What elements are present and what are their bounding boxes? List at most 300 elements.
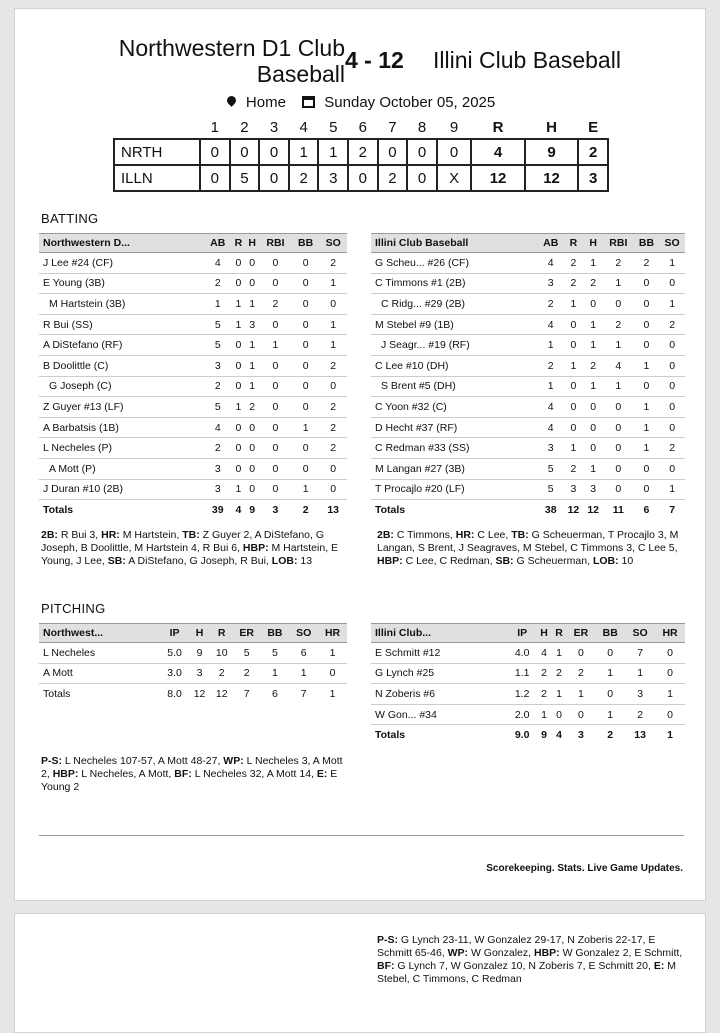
total-cell: 13: [625, 725, 655, 746]
stat-cell: 1: [566, 684, 595, 705]
stat-cell: 0: [634, 335, 660, 356]
stat-cell: 0: [634, 479, 660, 500]
stat-cell: 0: [259, 376, 292, 397]
stat-cell: 1: [319, 335, 347, 356]
stat-cell: 0: [259, 314, 292, 335]
player-name: Z Guyer #13 (LF): [39, 397, 204, 418]
stat-cell: 4: [204, 253, 232, 274]
stat-cell: 1.1: [508, 663, 537, 684]
stat-cell: 0: [292, 355, 320, 376]
stat-cell: 2: [319, 253, 347, 274]
stat-cell: 1: [634, 397, 660, 418]
stat-cell: 1: [538, 335, 564, 356]
stat-cell: 2: [319, 355, 347, 376]
stat-cell: 1: [232, 314, 246, 335]
stat-cell: 3: [583, 479, 603, 500]
totals-label: Totals: [371, 725, 508, 746]
note-key: 2B:: [377, 529, 394, 541]
stat-cell: 2: [583, 273, 603, 294]
total-cell: 3: [259, 500, 292, 521]
stat-cell: 1: [564, 294, 584, 315]
stat-cell: 3: [625, 684, 655, 705]
stat-cell: 0: [232, 253, 246, 274]
note-text: M Stebel, C Timmons, C Redman: [377, 960, 676, 985]
total-cell: 3: [566, 725, 595, 746]
note-text: R Bui 3,: [57, 529, 102, 541]
player-name: C Timmons #1 (2B): [371, 273, 538, 294]
stat-cell: 5.0: [161, 643, 189, 664]
inning-score: 1: [289, 139, 319, 165]
away-team-name-line1: Northwestern D1 Club: [118, 35, 345, 61]
total-cell: 4: [552, 725, 567, 746]
team-header: Illini Club Baseball: [371, 234, 538, 253]
player-name: L Necheles (P): [39, 438, 204, 459]
stat-cell: 1: [289, 663, 318, 684]
player-name: J Duran #10 (2B): [39, 479, 204, 500]
table-row: [39, 335, 347, 356]
totals-row: [371, 500, 685, 521]
table-row: [371, 458, 685, 479]
stat-cell: 0: [232, 335, 246, 356]
note-key: LOB:: [271, 555, 298, 567]
stat-cell: 1: [245, 355, 259, 376]
table-row: [371, 438, 685, 459]
note-key: HBP:: [534, 947, 560, 959]
table-row: [371, 335, 685, 356]
note-key: HR:: [455, 529, 475, 541]
stat-cell: 1: [659, 294, 685, 315]
team-header: Northwest...: [39, 624, 161, 643]
stat-cell: 1.2: [508, 684, 537, 705]
stat-cell: 1: [232, 294, 246, 315]
stat-cell: 3: [538, 438, 564, 459]
note-text: C Lee, C Redman,: [402, 555, 496, 567]
stat-cell: 0: [245, 273, 259, 294]
total-cell: 7: [289, 684, 318, 705]
inning-score: 0: [407, 165, 437, 191]
final-score: 4 - 12: [345, 47, 404, 73]
stat-cell: 0: [583, 294, 603, 315]
game-header: [15, 29, 707, 91]
stat-cell: 1: [537, 704, 552, 725]
inning-score: 0: [437, 139, 471, 165]
stat-cell: 0: [655, 663, 685, 684]
stat-cell: 1: [603, 335, 634, 356]
stat-cell: 0: [318, 663, 347, 684]
away-batting-table: [39, 233, 347, 520]
inning-score: 0: [348, 165, 378, 191]
stat-cell: 5: [538, 479, 564, 500]
stat-cell: 1: [595, 704, 625, 725]
total-cell: 12: [564, 500, 584, 521]
note-key: HBP:: [377, 555, 403, 567]
table-row: [371, 273, 685, 294]
stat-cell: 2: [625, 704, 655, 725]
stat-cell: 1: [603, 273, 634, 294]
stat-cell: 0: [595, 684, 625, 705]
table-row: [39, 273, 347, 294]
table-row: [39, 663, 347, 684]
stat-col-header: R: [211, 624, 233, 643]
inning-score: 0: [407, 139, 437, 165]
table-row: [39, 397, 347, 418]
inning-header: 3: [269, 119, 279, 136]
stat-cell: 0: [603, 479, 634, 500]
table-row: [39, 643, 347, 664]
note-key: E:: [316, 768, 328, 780]
table-row: [371, 294, 685, 315]
stat-cell: 2: [634, 253, 660, 274]
stat-cell: 10: [211, 643, 233, 664]
away-pitching-table: [39, 623, 347, 704]
note-text: W Gonzalez,: [468, 947, 534, 959]
home-team-name: Illini Club Baseball: [433, 47, 621, 73]
stat-cell: 3: [204, 458, 232, 479]
stat-cell: 5: [538, 458, 564, 479]
away-pitching-notes: [41, 755, 347, 794]
stat-cell: 1: [245, 294, 259, 315]
note-key: BF:: [174, 768, 192, 780]
stat-col-header: H: [583, 234, 603, 253]
stat-cell: 0: [552, 704, 567, 725]
stat-cell: 1: [292, 417, 320, 438]
stat-cell: 0: [319, 376, 347, 397]
total-cell: 1: [655, 725, 685, 746]
stat-cell: 2: [564, 253, 584, 274]
line-score: [113, 117, 609, 192]
stat-cell: 2: [566, 663, 595, 684]
total-cell: 7: [659, 500, 685, 521]
home-pitching-table: [371, 623, 685, 745]
total-cell: 6: [634, 500, 660, 521]
note-text: G Lynch 23-11, W Gonzalez 29-17, N Zoberis 22-17, E Schmitt 65-46,: [377, 934, 656, 959]
stat-cell: 0: [603, 417, 634, 438]
total-cell: 2: [292, 500, 320, 521]
stat-cell: 0: [292, 294, 320, 315]
stat-cell: 1: [625, 663, 655, 684]
stat-cell: 1: [659, 479, 685, 500]
stat-cell: 0: [564, 417, 584, 438]
stat-cell: 0: [245, 438, 259, 459]
player-name: M Langan #27 (3B): [371, 458, 538, 479]
stat-cell: 2: [583, 355, 603, 376]
stat-col-header: BB: [595, 624, 625, 643]
batting-title: BATTING: [41, 211, 99, 226]
stat-cell: 0: [564, 314, 584, 335]
player-name: T Procajlo #20 (LF): [371, 479, 538, 500]
stat-cell: 0: [659, 273, 685, 294]
rhe-header: E: [588, 119, 599, 136]
stat-cell: 3: [245, 314, 259, 335]
stat-cell: 0: [566, 643, 595, 664]
inning-score: 0: [200, 139, 230, 165]
inning-header: 8: [417, 119, 427, 136]
inning-score: 0: [200, 165, 230, 191]
note-key: TB:: [511, 529, 529, 541]
stat-cell: 2.0: [508, 704, 537, 725]
stat-cell: 2: [552, 663, 567, 684]
stat-cell: 0: [259, 438, 292, 459]
note-key: E:: [653, 960, 665, 972]
stat-cell: 2: [564, 273, 584, 294]
table-row: [371, 684, 685, 705]
stat-cell: 0: [319, 294, 347, 315]
stat-cell: 9: [188, 643, 210, 664]
stat-cell: 7: [625, 643, 655, 664]
stat-cell: 1: [261, 663, 290, 684]
stat-cell: 2: [319, 417, 347, 438]
stat-cell: 5: [233, 643, 261, 664]
stat-cell: 0: [603, 438, 634, 459]
stat-cell: 0: [245, 479, 259, 500]
table-row: [371, 253, 685, 274]
stat-col-header: IP: [161, 624, 189, 643]
stat-cell: 1: [245, 376, 259, 397]
inning-header: 4: [299, 119, 308, 136]
note-text: G Scheuerman,: [513, 555, 593, 567]
stat-cell: 0: [232, 438, 246, 459]
stat-col-header: R: [232, 234, 246, 253]
totals-row: [371, 725, 685, 746]
stat-cell: 1: [552, 643, 567, 664]
totals-label: Totals: [39, 684, 161, 705]
stat-cell: 0: [259, 417, 292, 438]
player-name: D Hecht #37 (RF): [371, 417, 538, 438]
note-key: P-S:: [377, 934, 398, 946]
runs-total: 4: [471, 139, 525, 165]
note-key: BF:: [377, 960, 395, 972]
stat-col-header: AB: [538, 234, 564, 253]
total-cell: 2: [595, 725, 625, 746]
player-name: G Lynch #25: [371, 663, 508, 684]
away-team-name-line2: Baseball: [256, 61, 345, 87]
stat-cell: 0: [292, 397, 320, 418]
stat-cell: 1: [583, 314, 603, 335]
stat-cell: 0: [292, 438, 320, 459]
player-name: C Yoon #32 (C): [371, 397, 538, 418]
hits-total: 12: [525, 165, 579, 191]
stat-cell: 1: [564, 438, 584, 459]
stat-cell: 2: [259, 294, 292, 315]
stat-cell: 1: [232, 397, 246, 418]
stat-col-header: SO: [319, 234, 347, 253]
stat-cell: 4.0: [508, 643, 537, 664]
table-row: [371, 355, 685, 376]
stat-cell: 1: [538, 376, 564, 397]
note-text: 13: [297, 555, 313, 567]
total-cell: 9: [537, 725, 552, 746]
note-text: Z Guyer 2, A DiStefano, G Joseph, B Doolittle, M Hartstein 4, R Bui 6,: [41, 529, 325, 554]
stat-cell: 0: [259, 273, 292, 294]
stat-col-header: SO: [289, 624, 318, 643]
stat-cell: 3: [204, 479, 232, 500]
stat-cell: 2: [538, 294, 564, 315]
totals-row: [39, 500, 347, 521]
stat-cell: 0: [259, 458, 292, 479]
stat-cell: 2: [603, 253, 634, 274]
stat-cell: 1: [319, 314, 347, 335]
stat-cell: 4: [204, 417, 232, 438]
table-row: [371, 479, 685, 500]
stat-col-header: RBI: [603, 234, 634, 253]
stat-cell: 1: [583, 335, 603, 356]
stat-cell: 1: [583, 253, 603, 274]
stat-cell: 0: [292, 253, 320, 274]
total-cell: 12: [188, 684, 210, 705]
player-name: B Doolittle (C): [39, 355, 204, 376]
note-key: LOB:: [592, 555, 619, 567]
stat-cell: 0: [659, 417, 685, 438]
table-row: [39, 314, 347, 335]
stat-cell: 2: [537, 663, 552, 684]
stat-cell: 0: [232, 273, 246, 294]
table-row: [39, 355, 347, 376]
stat-cell: 0: [232, 458, 246, 479]
stat-cell: 2: [204, 376, 232, 397]
stat-cell: 0: [659, 335, 685, 356]
table-row: [39, 376, 347, 397]
away-team-name: [85, 35, 345, 87]
stat-col-header: BB: [261, 624, 290, 643]
note-key: TB:: [182, 529, 200, 541]
overflow-card: [14, 913, 706, 1033]
stat-col-header: R: [564, 234, 584, 253]
player-name: W Gon... #34: [371, 704, 508, 725]
total-cell: 1: [318, 684, 347, 705]
stat-col-header: H: [537, 624, 552, 643]
total-cell: 7: [233, 684, 261, 705]
stat-col-header: IP: [508, 624, 537, 643]
stat-cell: 1: [259, 335, 292, 356]
note-text: L Necheles 32, A Mott 14,: [191, 768, 317, 780]
inning-score: 0: [259, 165, 289, 191]
inning-score: 5: [230, 165, 260, 191]
stat-cell: 2: [537, 684, 552, 705]
player-name: G Scheu... #26 (CF): [371, 253, 538, 274]
header-row: [371, 624, 685, 643]
note-key: P-S:: [41, 755, 62, 767]
stat-cell: 1: [655, 684, 685, 705]
stat-cell: 1: [204, 294, 232, 315]
stat-cell: 0: [319, 458, 347, 479]
stat-cell: 0: [634, 458, 660, 479]
stat-col-header: HR: [655, 624, 685, 643]
stat-cell: 1: [603, 376, 634, 397]
rhe-header: R: [492, 119, 504, 136]
stat-cell: 0: [659, 458, 685, 479]
player-name: S Brent #5 (DH): [371, 376, 538, 397]
stat-cell: 1: [583, 458, 603, 479]
stat-cell: 2: [233, 663, 261, 684]
linescore-row: [114, 165, 608, 191]
game-location: Home: [245, 93, 286, 111]
note-text: L Necheles 3, A Mott 2,: [41, 755, 343, 780]
note-text: L Necheles, A Mott,: [78, 768, 175, 780]
team-header: Northwestern D...: [39, 234, 204, 253]
stat-cell: 3: [538, 273, 564, 294]
total-cell: 6: [261, 684, 290, 705]
inning-header: 6: [358, 119, 368, 136]
player-name: M Stebel #9 (1B): [371, 314, 538, 335]
table-row: [39, 458, 347, 479]
stat-cell: 0: [595, 643, 625, 664]
stat-cell: 2: [211, 663, 233, 684]
stat-cell: 1: [245, 335, 259, 356]
player-name: C Lee #10 (DH): [371, 355, 538, 376]
game-date: Sunday October 05, 2025: [324, 93, 496, 111]
errors-total: 3: [578, 165, 608, 191]
stat-cell: 2: [319, 397, 347, 418]
player-name: A Barbatsis (1B): [39, 417, 204, 438]
inning-score: 0: [230, 139, 260, 165]
linescore-team: NRTH: [114, 139, 200, 165]
stat-cell: 0: [655, 643, 685, 664]
pitching-title: PITCHING: [41, 601, 106, 616]
stat-cell: 0: [655, 704, 685, 725]
stat-cell: 4: [538, 253, 564, 274]
note-text: W Gonzalez 2, E Schmitt,: [559, 947, 683, 959]
note-text: G Lynch 7, W Gonzalez 10, N Zoberis 7, E Schmitt 20,: [394, 960, 654, 972]
note-key: HBP:: [52, 768, 79, 780]
game-meta: [15, 93, 707, 111]
stat-cell: 0: [659, 355, 685, 376]
note-text: E Young 2: [41, 768, 338, 793]
footer-tagline: Scorekeeping. Stats. Live Game Updates.: [486, 863, 683, 874]
note-text: M Hartstein, E Young, J Lee,: [41, 542, 339, 567]
player-name: E Schmitt #12: [371, 643, 508, 664]
stat-cell: 0: [564, 397, 584, 418]
stat-cell: 0: [245, 253, 259, 274]
stat-col-header: HR: [318, 624, 347, 643]
stat-cell: 0: [259, 355, 292, 376]
stat-cell: 0: [259, 253, 292, 274]
table-row: [371, 663, 685, 684]
divider: [39, 835, 684, 836]
stat-cell: 0: [292, 273, 320, 294]
stat-col-header: H: [188, 624, 210, 643]
stat-cell: 0: [566, 704, 595, 725]
inning-score: X: [437, 165, 471, 191]
stat-cell: 0: [292, 314, 320, 335]
stat-cell: 1: [659, 253, 685, 274]
stat-cell: 0: [583, 397, 603, 418]
player-name: N Zoberis #6: [371, 684, 508, 705]
home-batting-table: [371, 233, 685, 520]
table-row: [371, 704, 685, 725]
totals-label: Totals: [39, 500, 204, 521]
stat-cell: 4: [603, 355, 634, 376]
stat-cell: 0: [292, 335, 320, 356]
player-name: L Necheles: [39, 643, 161, 664]
table-row: [371, 417, 685, 438]
player-name: M Hartstein (3B): [39, 294, 204, 315]
stat-cell: 0: [232, 417, 246, 438]
note-text: C Timmons,: [393, 529, 456, 541]
stat-cell: 2: [204, 438, 232, 459]
stat-cell: 4: [538, 314, 564, 335]
stat-cell: 1: [634, 355, 660, 376]
table-row: [39, 294, 347, 315]
stat-cell: 0: [583, 438, 603, 459]
stat-cell: 0: [634, 314, 660, 335]
stat-cell: 2: [245, 397, 259, 418]
note-key: 2B:: [41, 529, 58, 541]
note-text: C Lee,: [474, 529, 512, 541]
player-name: A Mott: [39, 663, 161, 684]
stat-cell: 5: [261, 643, 290, 664]
note-key: HBP:: [242, 542, 269, 554]
stat-cell: 1: [564, 355, 584, 376]
